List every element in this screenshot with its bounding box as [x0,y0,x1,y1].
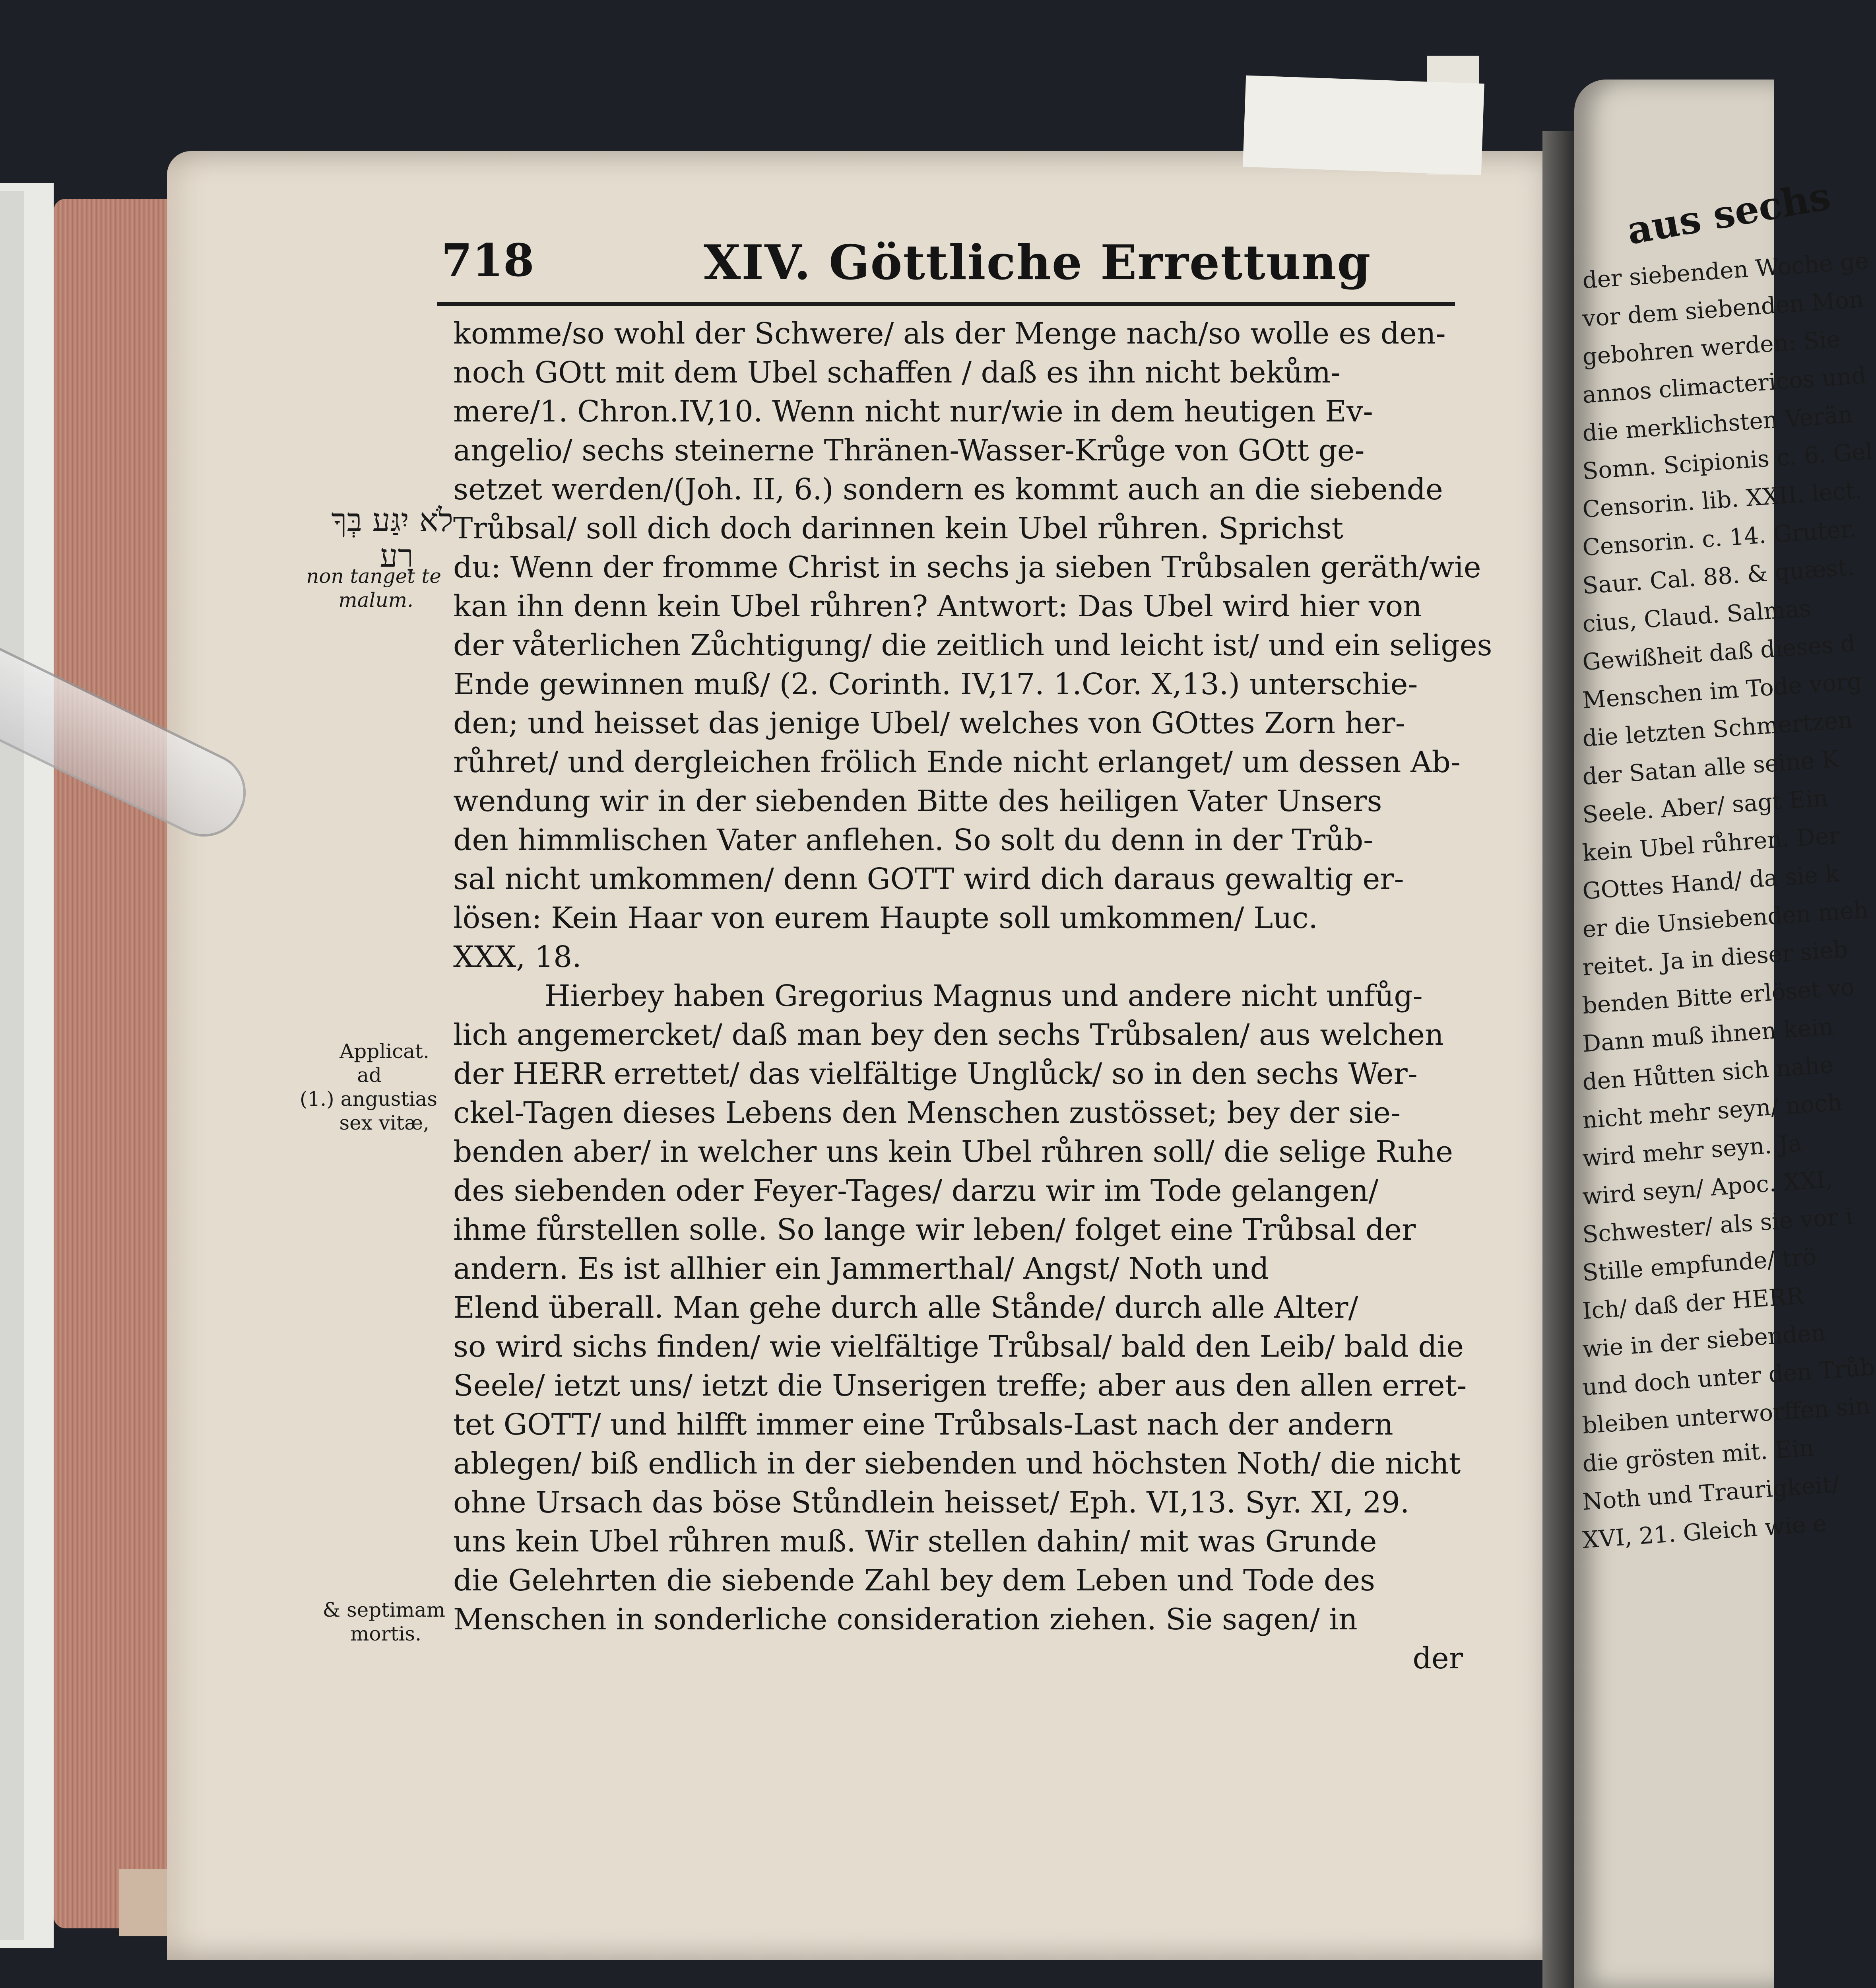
margin-latin-gloss-line-2: malum. [338,588,413,612]
text-line: den himmlischen Vater anflehen. So solt du denn in der Trůb- [453,823,1374,857]
right-page-line: und doch unter den Trůb [1581,1353,1876,1401]
body-text [453,314,1492,1678]
right-page-line: wie in der siebenden [1581,1318,1827,1363]
right-page-line: Stille empfunde/ trö [1581,1243,1818,1287]
right-page-line: Somn. Scipionis c. 6. Gel [1581,437,1874,485]
text-line: Menschen in sonderliche consideration ziehen. Sie sagen/ in [453,1602,1358,1637]
text-line: andern. Es ist allhier ein Jammerthal/ Angst/ Noth und [453,1252,1269,1286]
right-page-line: GOttes Hand/ da sie k [1581,860,1840,905]
margin-latin-gloss-line-1: non tanget te [306,565,441,588]
margin-applicat-line-3: (1.) angustias [299,1087,437,1110]
text-line: des siebenden oder Feyer-Tages/ darzu wir im Tode gelangen/ [453,1174,1379,1208]
right-page-line: bleiben unterworffen sin [1581,1392,1871,1439]
background-mat-shadow [0,191,24,1940]
text-line: so wird sichs finden/ wie vielfältige Trůbsal/ bald den Leib/ bald die [453,1330,1464,1364]
text-line: XXX, 18. [453,940,582,974]
header-rule [437,302,1455,306]
text-line: sal nicht umkommen/ denn GOTT wird dich daraus gewaltig er- [453,862,1404,896]
text-line: Hierbey haben Gregorius Magnus und andere nicht unfůg- [545,979,1423,1013]
right-page-line: gebohren werden: Sie [1581,325,1841,371]
text-line: Ende gewinnen muß/ (2. Corinth. IV,17. 1.Cor. X,13.) unterschie- [453,667,1418,701]
catchword: der [1412,1641,1463,1675]
right-page-line: reitet. Ja in dieser sieb [1581,935,1849,981]
right-page-line: die grösten mit. Ein [1581,1434,1815,1477]
text-line: der våterlichen Zůchtigung/ die zeitlich und leicht ist/ und ein seliges [453,628,1492,662]
text-line: ckel-Tagen dieses Lebens den Menschen zustösset; bey der sie- [453,1096,1401,1130]
margin-hebrew-line-2: רָע [380,538,413,575]
right-page-line: Seele. Aber/ sagt Ein [1581,784,1829,829]
running-title: XIV. Göttliche Errettung [704,235,1372,291]
right-page-line: annos climactericos und [1581,361,1867,409]
right-page-running-head: aus sechs [1624,173,1834,254]
text-line: setzet werden/(Joh. II, 6.) sondern es kommt auch an die siebende [453,472,1443,507]
right-page-line: vor dem siebenden Mon [1581,285,1865,332]
text-line: ihme fůrstellen solle. So lange wir leben/ folget eine Trůbsal der [453,1213,1416,1247]
right-page-line: wird seyn/ Apoc. XXI, [1581,1165,1834,1210]
text-line: ablegen/ biß endlich in der siebenden und höchsten Noth/ die nicht [453,1446,1461,1481]
text-line: mere/1. Chron.IV,10. Wenn nicht nur/wie in dem heutigen Ev- [453,394,1373,429]
right-page-line: Censorin. lib. XXII. lect. [1581,476,1863,523]
text-line: Trůbsal/ soll dich doch darinnen kein Ubel růhren. Sprichst [453,511,1344,546]
text-line: die Gelehrten die siebende Zahl bey dem Leben und Tode des [453,1563,1375,1598]
text-line: den; und heisset das jenige Ubel/ welches von GOttes Zorn her- [453,706,1405,740]
text-line: noch GOtt mit dem Ubel schaffen / daß es ihn nicht bekům- [453,355,1341,390]
right-page-line: Censorin. c. 14. Gruter. [1581,515,1857,561]
right-page-text [1581,247,1876,1554]
right-page-line: Schwester/ als sie vor i [1581,1202,1854,1248]
right-page-line: Dann muß ihnen kein [1581,1013,1834,1058]
margin-applicat-line-2: ad [357,1064,382,1087]
text-line: kan ihn denn kein Ubel růhren? Antwort: Das Ubel wird hier von [453,589,1422,623]
text-line: růhret/ und dergleichen frölich Ende nicht erlanget/ um dessen Ab- [453,745,1461,779]
margin-septimam-line-1: & septimam [322,1598,445,1621]
right-page-line: nicht mehr seyn/ noch [1581,1088,1843,1134]
text-line: der HERR errettet/ das vielfältige Unglůck/ so in den sechs Wer- [453,1057,1418,1091]
margin-applicat-line-4: sex vitæ, [339,1111,429,1134]
right-page-line: cius, Claud. Salmas [1581,594,1812,638]
text-line: lösen: Kein Haar von eurem Haupte soll umkommen/ Luc. [453,901,1318,935]
text-line: Seele/ ietzt uns/ ietzt die Unserigen treffe; aber aus den allen erret- [453,1369,1467,1403]
right-page-line: er die Unsiebenden meh [1581,896,1869,943]
right-page-line: Saur. Cal. 88. & quæst. [1581,553,1855,600]
text-line: ohne Ursach das böse Stůndlein heisset/ Eph. VI,13. Syr. XI, 29. [453,1485,1410,1520]
right-page-line: Noth und Traurigkeit/ [1581,1470,1841,1516]
right-page-line: den Hůtten sich nahe [1581,1051,1834,1096]
text-line: du: Wenn der fromme Christ in sechs ja sieben Trůbsalen geräth/wie [453,550,1481,584]
page-number: 718 [441,235,534,287]
text-line: komme/so wohl der Schwere/ als der Menge nach/so wolle es den- [453,316,1446,351]
margin-septimam-line-2: mortis. [350,1622,421,1645]
right-page-line: die merklichsten Verän [1581,400,1854,447]
right-page-line: kein Ubel růhren. Der [1581,821,1841,867]
margin-hebrew-line-1: לֹא יִגַּע בְּךָ [331,502,453,539]
right-page-line: die letzten Schmertzen [1581,706,1854,752]
text-line: lich angemercket/ daß man bey den sechs Trůbsalen/ aus welchen [453,1018,1444,1052]
right-page-line: der Satan alle seine K [1581,745,1840,790]
right-page-line: der siebenden Woche ge [1581,247,1870,294]
right-page-line: XVI, 21. Gleich wie e [1581,1509,1827,1554]
right-page-line: wird mehr seyn. Ja [1581,1129,1803,1172]
right-page [1574,80,1876,1988]
paper-tab [1243,76,1484,175]
text-line: angelio/ sechs steinerne Thränen-Wasser-Krůge von GOtt ge- [453,433,1365,468]
page-header [441,235,1459,298]
margin-applicat-line-1: Applicat. [340,1040,429,1063]
text-line: tet GOTT/ und hilfft immer eine Trůbsals-Last nach der andern [453,1408,1393,1442]
book-page-edge [54,199,177,1928]
right-page-line: Menschen im Tode vorg [1581,667,1863,714]
text-line: wendung wir in der siebenden Bitte des heiligen Vater Unsers [453,784,1382,818]
text-line: benden aber/ in welcher uns kein Ubel růhren soll/ die selige Ruhe [453,1135,1453,1169]
text-line: uns kein Ubel růhren muß. Wir stellen dahin/ mit was Grunde [453,1524,1377,1559]
right-page-line: Gewißheit daß dieses d [1581,629,1857,676]
right-page-line: Ich/ daß der HERR [1581,1282,1805,1325]
right-page-line: benden Bitte erlöset vo [1581,973,1855,1019]
text-line: Elend überall. Man gehe durch alle Stånde/ durch alle Alter/ [453,1291,1358,1325]
